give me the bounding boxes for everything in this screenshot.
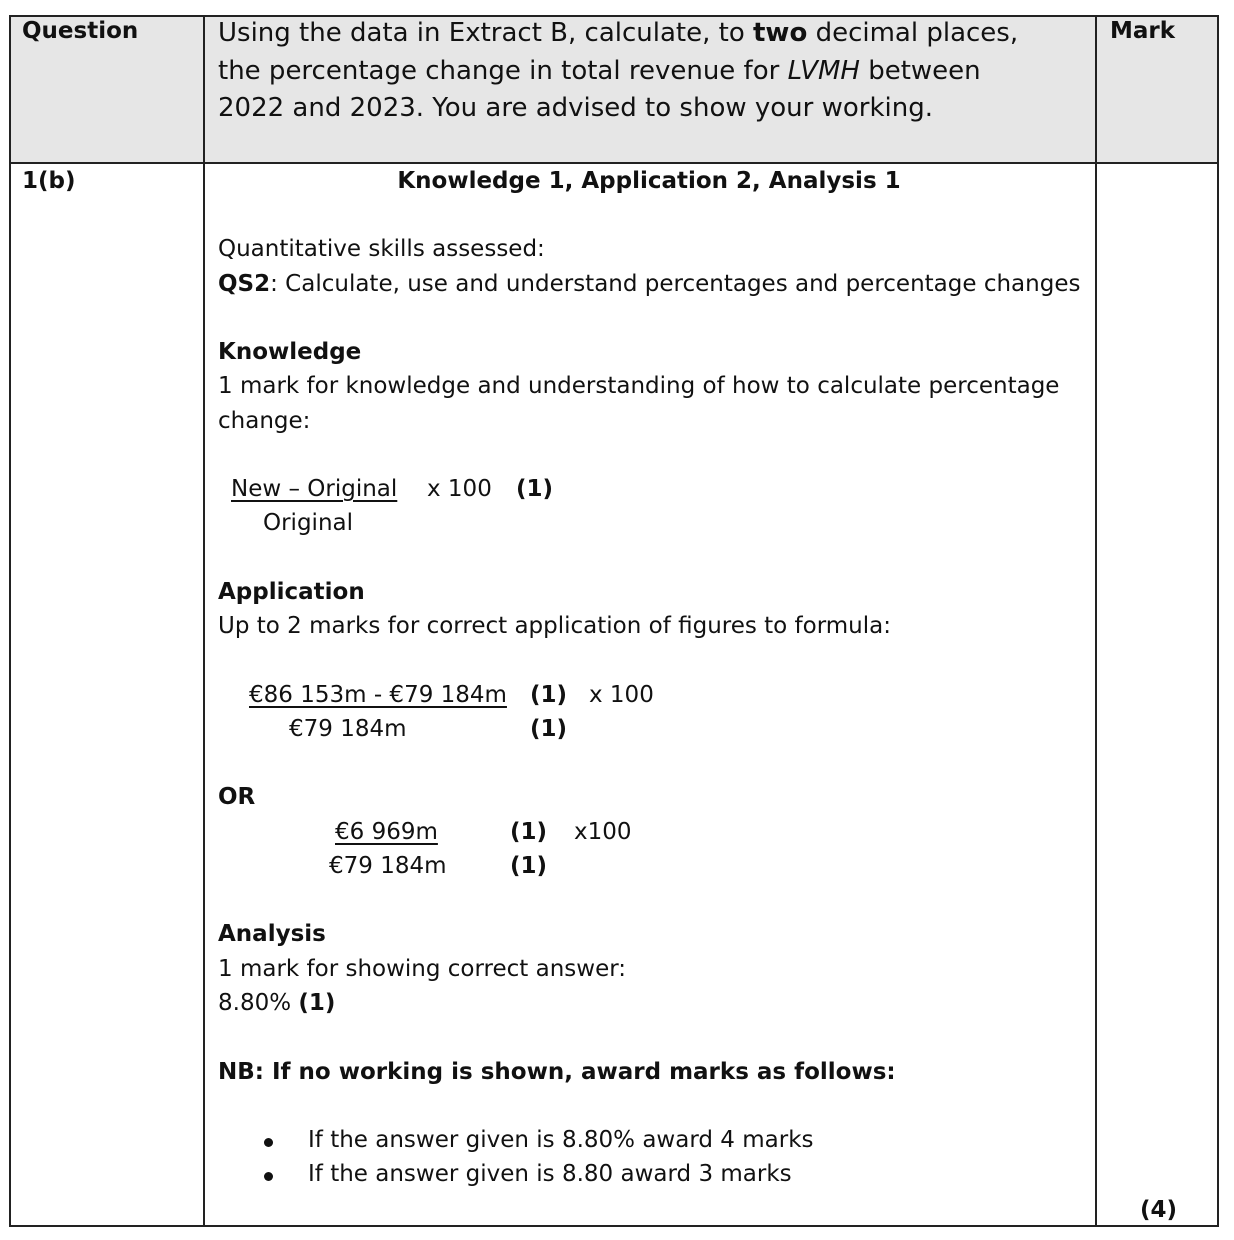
column-divider-2 xyxy=(1095,17,1097,1225)
application-line-1: Up to 2 marks for correct application of figures to formula: xyxy=(218,613,891,639)
question-number: 1(b) xyxy=(22,168,76,194)
knowledge-heading: Knowledge xyxy=(218,339,362,365)
bullet-icon xyxy=(264,1172,273,1181)
qs-line: QS2: Calculate, use and understand percentages and percentage changes xyxy=(218,271,1081,297)
or-numerator: €6 969m xyxy=(335,819,438,845)
formula-denominator: Original xyxy=(263,510,354,536)
application-multiplier: x 100 xyxy=(589,682,654,708)
knowledge-line-2: change: xyxy=(218,408,311,434)
question-prompt-line-1: Using the data in Extract B, calculate, to two decimal places, xyxy=(218,18,1019,48)
mark-column-header: Mark xyxy=(1110,18,1176,44)
application-numerator: €86 153m - €79 184m xyxy=(249,682,507,708)
total-mark: (4) xyxy=(1140,1197,1178,1223)
or-denominator: €79 184m xyxy=(329,853,447,879)
formula-multiplier: x 100 xyxy=(427,476,492,502)
or-multiplier: x100 xyxy=(574,819,632,845)
formula-mark: (1) xyxy=(516,476,554,502)
or-denominator-mark: (1) xyxy=(510,853,548,879)
mark-allocation-title: Knowledge 1, Application 2, Analysis 1 xyxy=(397,168,901,194)
analysis-line-1: 1 mark for showing correct answer: xyxy=(218,956,627,982)
application-numerator-mark: (1) xyxy=(530,682,568,708)
question-column-header: Question xyxy=(22,18,139,44)
qs-intro: Quantitative skills assessed: xyxy=(218,236,545,262)
or-label: OR xyxy=(218,784,256,810)
nb-bullet-1: If the answer given is 8.80% award 4 marks xyxy=(308,1127,814,1153)
application-heading: Application xyxy=(218,579,365,605)
knowledge-line-1: 1 mark for knowledge and understanding of how to calculate percentage xyxy=(218,373,1060,399)
nb-heading: NB: If no working is shown, award marks as follows: xyxy=(218,1059,896,1085)
application-denominator-mark: (1) xyxy=(530,716,568,742)
question-prompt-line-3: 2022 and 2023. You are advised to show your working. xyxy=(218,93,933,123)
formula-numerator: New – Original xyxy=(231,476,398,502)
question-prompt-line-2: the percentage change in total revenue for LVMH between xyxy=(218,56,981,86)
or-numerator-mark: (1) xyxy=(510,819,548,845)
analysis-heading: Analysis xyxy=(218,921,326,947)
bullet-icon xyxy=(264,1138,273,1147)
nb-bullet-2: If the answer given is 8.80 award 3 marks xyxy=(308,1161,792,1187)
analysis-answer: 8.80% (1) xyxy=(218,990,336,1016)
column-divider-1 xyxy=(203,17,205,1225)
application-denominator: €79 184m xyxy=(289,716,407,742)
header-divider xyxy=(11,162,1217,164)
